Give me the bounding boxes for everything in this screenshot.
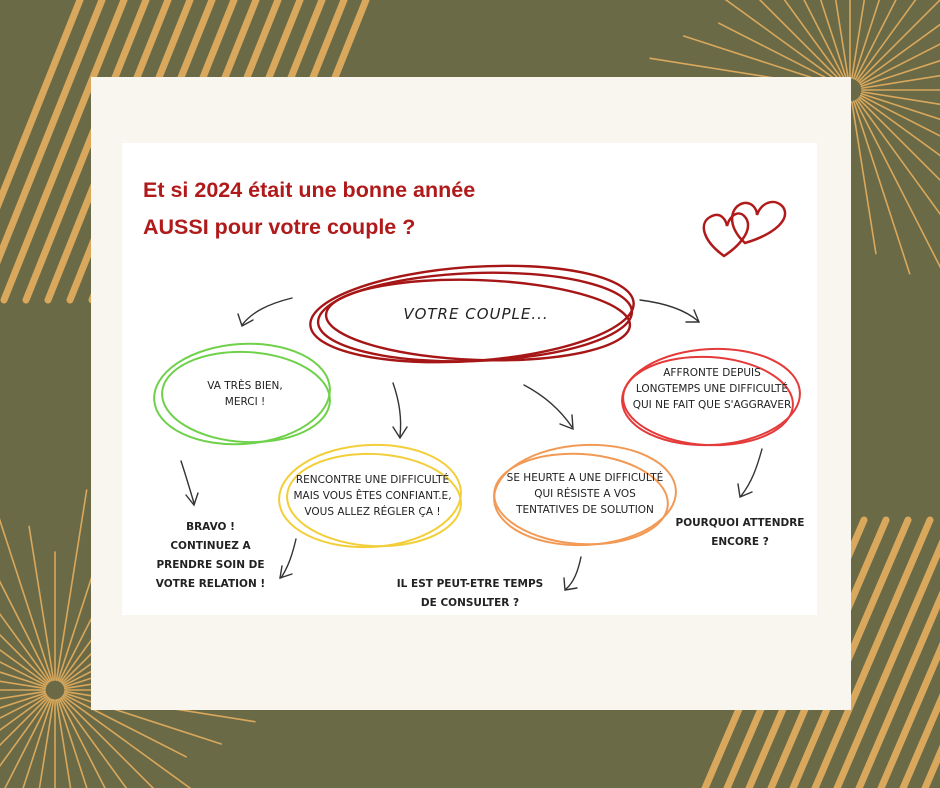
hearts-icon (704, 202, 785, 256)
outcome-green-line: BRAVO ! (186, 521, 235, 533)
center-label: VOTRE COUPLE... (403, 305, 549, 323)
red-bubble-line: LONGTEMPS UNE DIFFICULTÉ (635, 383, 789, 395)
green-bubble-text (185, 378, 305, 410)
orange-bubble-text (500, 470, 670, 518)
outcome-red-line: POURQUOI ATTENDRE (675, 517, 805, 529)
title-line-1: Et si 2024 était une bonne année (143, 178, 476, 202)
green-bubble-line: MERCI ! (224, 396, 266, 408)
yellow-bubble-line: MAIS VOUS ÊTES CONFIANT.E, (293, 490, 452, 502)
yellow-bubble-line: RENCONTRE UNE DIFFICULTÉ (295, 474, 450, 486)
outcome-consult-line: IL EST PEUT-ETRE TEMPS (396, 578, 544, 590)
yellow-bubble-line: VOUS ALLEZ RÉGLER ÇA ! (304, 506, 441, 518)
green-bubble-line: VA TRÈS BIEN, (207, 380, 283, 392)
outcome-consult-line: DE CONSULTER ? (420, 597, 520, 609)
red-bubble-text (627, 365, 797, 413)
outcome-green-line: PRENDRE SOIN DE (156, 559, 265, 571)
orange-bubble-line: SE HEURTE A UNE DIFFICULTÉ (506, 472, 664, 484)
orange-bubble-line: TENTATIVES DE SOLUTION (516, 504, 654, 516)
red-bubble-line: QUI NE FAIT QUE S'AGGRAVER (632, 399, 792, 411)
outcome-green-line: CONTINUEZ A (170, 540, 251, 552)
outcome-red (670, 514, 810, 552)
outcome-consult (395, 575, 545, 613)
yellow-bubble-text (285, 472, 460, 520)
outcome-red-line: ENCORE ? (711, 536, 769, 548)
outcome-green (148, 518, 273, 594)
orange-bubble-line: QUI RÉSISTE A VOS (534, 488, 636, 500)
title-line-2: AUSSI pour votre couple ? (143, 215, 416, 239)
red-bubble-line: AFFRONTE DEPUIS (663, 367, 761, 379)
outcome-green-line: VOTRE RELATION ! (155, 578, 266, 590)
